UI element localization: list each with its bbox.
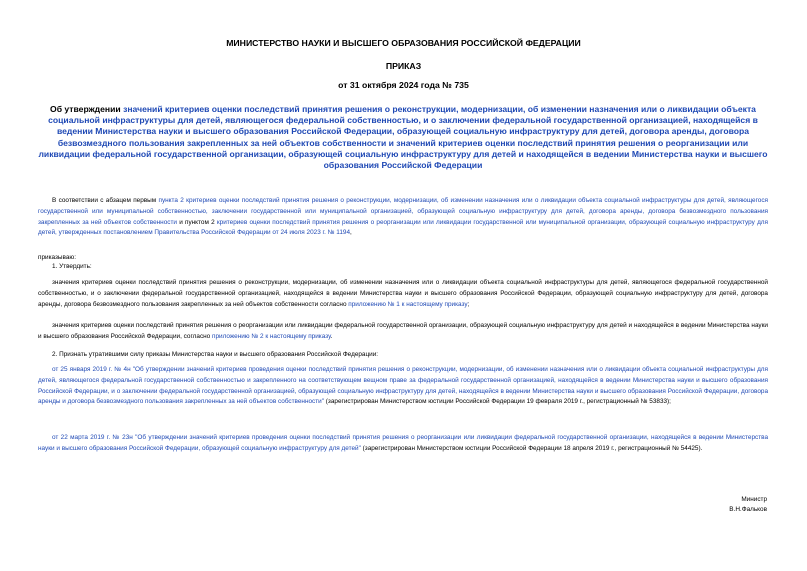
intro-prefix: В соответствии с абзацем первым <box>52 197 159 204</box>
item-1b-end: . <box>330 332 333 340</box>
ministry-heading: МИНИСТЕРСТВО НАУКИ И ВЫСШЕГО ОБРАЗОВАНИЯ РОССИЙСКОЙ ФЕДЕРАЦИИ <box>226 38 581 48</box>
appendix-2-link[interactable]: приложению № 2 к настоящему приказу <box>212 332 331 340</box>
item-1: 1. Утвердить: <box>52 263 92 270</box>
intro-mid: и пунктом 2 <box>176 218 217 226</box>
signature-position: Министр <box>741 496 767 503</box>
item-1b-paragraph <box>38 321 768 343</box>
signature-name: В.Н.Фальков <box>729 506 767 513</box>
title-prefix: Об утверждении <box>50 104 124 114</box>
appendix-1-link[interactable]: приложению № 1 к настоящему приказу <box>348 300 468 308</box>
order-word: приказываю: <box>38 254 76 261</box>
document-type: ПРИКАЗ <box>385 61 422 71</box>
intro-paragraph <box>38 196 768 239</box>
order-4n-link[interactable]: от 25 января 2019 г. № 4н "Об утверждении значений критериев проведения оценки последствий принятия решения о реконструкции, модернизации, об изменении назначения или о ликвидации объекта социальной инфраструктуры для детей, являющегося федеральной государственной собственностью и закрепленного на соответствующем вещном праве за федеральной государственной организацией, находящейся в ведении Министерства науки и высшего образования Российской Федерации, и о заключении федеральной государственной организацией, образующей социальную инфраструктуру для детей, находящейся в ведении Министерства науки и высшего образования Российской Федерации, договора аренды и договора безвозмездного пользования закрепленных за ней объектов собственности" <box>38 366 768 406</box>
document-date-number: от 31 октября 2024 года № 735 <box>338 80 469 90</box>
item-2: 2. Признать утратившими силу приказы Министерства науки и высшего образования Российской Федерации: <box>52 351 379 358</box>
title-link[interactable]: значений критериев оценки последствий принятия решения о реконструкции, модернизации, об изменении назначения или о ликвидации объекта социальной инфраструктуры для детей, являющегося федеральной собственностью, и о заключении федеральной государственной организацией, находящейся в ведении Министерства науки и высшего образования Российской Федерации, образующей социальную инфраструктуру для детей, договора аренды, договора безвозмездного пользования закрепленных за ней объектов собственности и значений критериев оценки последствий принятия решения о реорганизации или ликвидации федеральной государственной организации, образующей социальную инфраструктуру для детей и находящейся в ведении Министерства науки и высшего образования Российской Федерации <box>38 104 768 171</box>
order-23n-link[interactable]: от 22 марта 2019 г. № 23н "Об утверждении значений критериев проведения оценки последствий принятия решения о реорганизации или ликвидации федеральной государственной организации, находящейся в ведении Министерства науки и высшего образования Российской Федерации, образующей социальную инфраструктуру для детей" <box>38 434 768 452</box>
intro-end: , <box>350 229 352 237</box>
item-1a-end: ; <box>467 300 470 308</box>
item-2b-paragraph <box>38 433 768 455</box>
item-1b-text: значения критериев оценки последствий принятия решения о реорганизации или ликвидации федеральной государственной организации, образующей социальную инфраструктуру для детей и находящейся в ведении Министерства науки и высшего образования Российской Федерации, согласно <box>38 322 768 340</box>
item-2a-paragraph <box>38 365 768 408</box>
item-2b-end: (зарегистрирован Министерством юстиции Российской Федерации 18 апреля 2019 г., регистрационный № 54425). <box>360 444 703 452</box>
document-title <box>34 104 772 171</box>
item-2a-end: (зарегистрирован Министерством юстиции Российской Федерации 19 февраля 2019 г., регистрационный № 53833); <box>324 398 671 406</box>
intro-link-criteria-1[interactable]: пункта 2 критериев оценки последствий принятия решения о реконструкции, модернизации, об изменении назначения или о ликвидации объекта социальной инфраструктуры для детей, являющегося государственной или муниципальной собственностью, заключении государственной или муниципальной организацией, образующей социальную инфраструктуру для детей, договора аренды, договора безвозмездного пользования закрепленных за ней объектов собственности <box>38 197 768 226</box>
item-1a-text: значения критериев оценки последствий принятия решения о реконструкции, модернизации, об изменении назначения или о ликвидации объекта социальной инфраструктуры для детей, являющегося федеральной государственной собственностью, и о заключении федеральной государственной организацией, находящейся в ведении Министерства науки и высшего образования Российской Федерации, образующей социальную инфраструктуру для детей, договора аренды, договора безвозмездного пользования закрепленных за ней объектов собственности согласно <box>38 279 768 308</box>
intro-link-criteria-2[interactable]: критериев оценки последствий принятия решения о реорганизации или ликвидации государственной или муниципальной организации, образующей социальную инфраструктуру для детей, утвержденных постановлением Правительства Российской Федерации от 24 июля 2023 г. № 1194 <box>38 218 768 237</box>
item-1a-paragraph <box>38 278 768 310</box>
